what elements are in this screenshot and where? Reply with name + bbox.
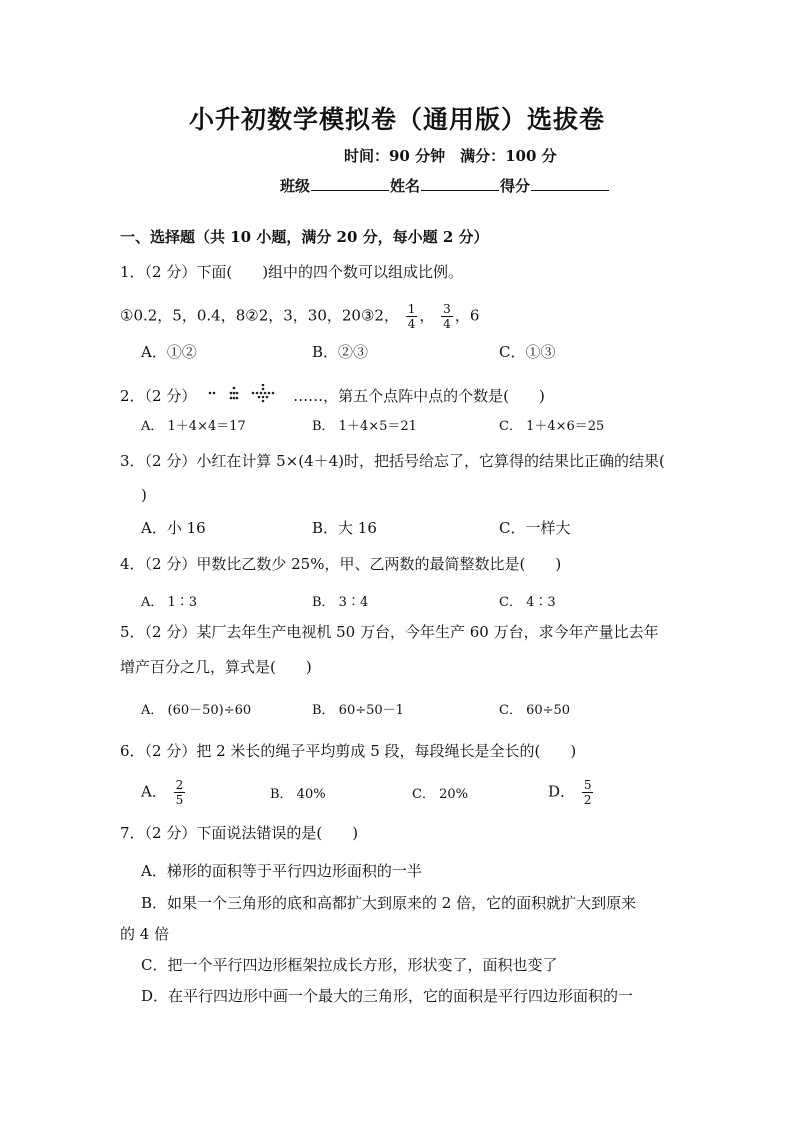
q2-option-a[interactable]: A． 1＋4×4＝17 xyxy=(141,419,246,434)
q7-option-d[interactable]: D．在平行四边形中画一个最大的三角形，它的面积是平行四边形面积的一 xyxy=(141,987,634,1005)
fraction-2-5: $\frac{2}{5}$ xyxy=(175,778,184,807)
q3-option-c[interactable]: C．一样大 xyxy=(499,519,571,537)
q2-stem xyxy=(120,384,545,410)
exam-meta: 时间：90 分钟 满分：100 分 xyxy=(344,147,557,165)
q1-sep-1: ， xyxy=(419,306,435,325)
exam-title: 小升初数学模拟卷（通用版）选拔卷 xyxy=(188,105,605,134)
q4-stem: 4．（2 分）甲数比乙数少 25%，甲、乙两数的最简整数比是( ) xyxy=(120,555,562,573)
score-blank xyxy=(531,176,609,191)
q6-option-b[interactable]: B． 40% xyxy=(270,787,326,802)
q4-option-c[interactable]: C． 4∶3 xyxy=(499,595,556,610)
score-label: 得分 xyxy=(500,177,531,195)
q7-option-a[interactable]: A．梯形的面积等于平行四边形面积的一半 xyxy=(141,862,422,880)
q3-stem: 3．（2 分）小红在计算 5×(4＋4)时，把括号给忘了，它算得的结果比正确的结果( xyxy=(120,452,665,470)
q3-stem-cont: ) xyxy=(141,486,147,504)
fraction-5-2: $\frac{5}{2}$ xyxy=(583,778,592,807)
fraction-3-4: $\frac{3}{4}$ xyxy=(443,302,451,331)
q5-stem: 5．（2 分）某厂去年生产电视机 50 万台，今年生产 60 万台，求今年产量比去年 xyxy=(120,623,659,641)
q1-stem: 1．（2 分）下面( )组中的四个数可以组成比例。 xyxy=(120,263,464,281)
q5-stem-cont: 增产百分之几，算式是( ) xyxy=(120,658,312,676)
q5-option-b[interactable]: B． 60÷50－1 xyxy=(312,703,404,718)
q7-option-b[interactable]: B．如果一个三角形的底和高都扩大到原来的 2 倍，它的面积就扩大到原来 xyxy=(141,894,637,912)
q6-option-a[interactable]: A． $\frac{2}{5}$ xyxy=(141,778,184,807)
q6-option-c[interactable]: C． 20% xyxy=(412,787,468,802)
q1-option-a[interactable]: A．①② xyxy=(141,343,197,361)
q6-stem: 6．（2 分）把 2 米长的绳子平均剪成 5 段，每段绳长是全长的( ) xyxy=(120,742,577,760)
class-blank xyxy=(311,176,389,191)
q4-option-b[interactable]: B． 3∶4 xyxy=(312,595,369,610)
q7-option-c[interactable]: C．把一个平行四边形框架拉成长方形，形状变了，面积也变了 xyxy=(141,956,558,974)
q7-option-b-cont: 的 4 倍 xyxy=(120,925,170,943)
q5-option-c[interactable]: C． 60÷50 xyxy=(499,703,571,718)
q2-prefix: 2．（2 分） xyxy=(120,387,197,405)
q2-option-c[interactable]: C． 1＋4×6＝25 xyxy=(499,419,605,434)
section-heading: 一、选择题（共 10 小题，满分 20 分，每小题 2 分） xyxy=(120,228,489,246)
q2-option-b[interactable]: B． 1＋4×5＝21 xyxy=(312,419,417,434)
student-info-row xyxy=(280,176,610,196)
class-label: 班级 xyxy=(280,177,311,195)
q2-suffix: ……，第五个点阵中点的个数是( ) xyxy=(293,387,545,405)
q6-option-d[interactable]: D． $\frac{5}{2}$ xyxy=(548,778,592,807)
q1-data-suffix: ，6 xyxy=(454,306,480,325)
dot-pattern-figure xyxy=(207,384,287,410)
q1-option-b[interactable]: B．②③ xyxy=(312,343,369,361)
q5-option-a[interactable]: A． (60－50)÷60 xyxy=(141,703,252,718)
q1-data-prefix: ①0.2，5，0.4，8②2，3，30，20③2， xyxy=(120,306,399,325)
q7-stem: 7．（2 分）下面说法错误的是( ) xyxy=(120,824,359,842)
q1-option-c[interactable]: C．①③ xyxy=(499,343,556,361)
q3-option-a[interactable]: A．小 16 xyxy=(141,519,206,537)
name-blank xyxy=(421,176,499,191)
q3-option-b[interactable]: B．大 16 xyxy=(312,519,377,537)
name-label: 姓名 xyxy=(390,177,421,195)
q4-option-a[interactable]: A． 1∶3 xyxy=(141,595,198,610)
q1-data xyxy=(120,302,479,331)
fraction-1-4: $\frac{1}{4}$ xyxy=(407,302,416,331)
